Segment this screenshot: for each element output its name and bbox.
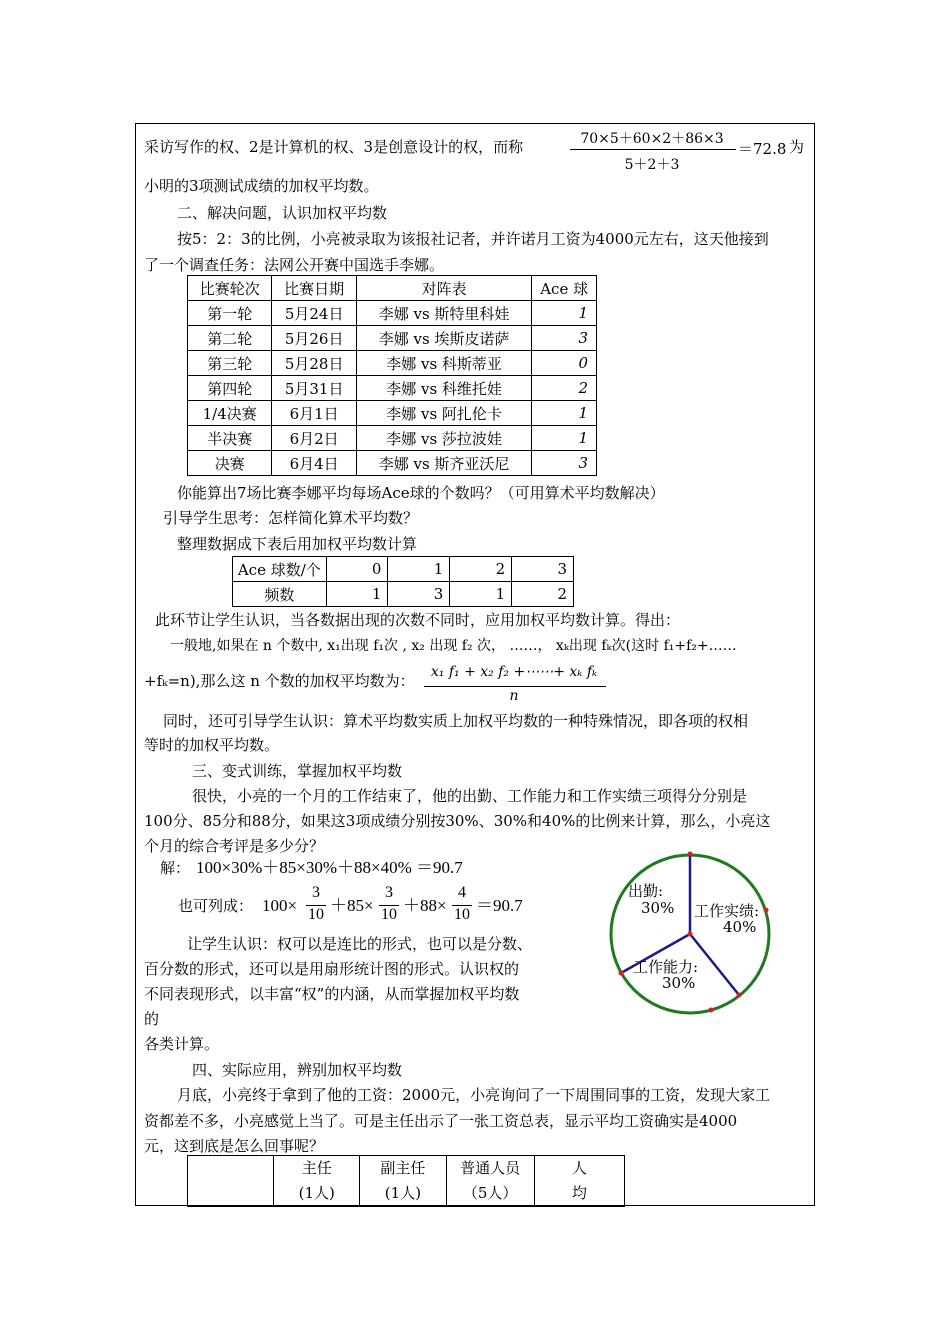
table-cell: 第二轮 xyxy=(188,326,272,351)
intro-line2: 小明的3项测试成绩的加权平均数。 xyxy=(144,177,379,195)
intro-frac-numerator: 70×5＋60×2＋86×3 xyxy=(580,131,724,147)
table-cell-deputy xyxy=(360,1156,446,1207)
table-cell: 3 xyxy=(512,557,574,582)
table-cell: 1 xyxy=(532,401,597,426)
section2-question2: 引导学生思考：怎样简化算术平均数？ xyxy=(163,509,419,527)
note-line5: 各类计算。 xyxy=(144,1035,220,1053)
table-cell: 1 xyxy=(532,301,597,326)
table-cell: 1 xyxy=(532,426,597,451)
pie-label-attendance-name: 出勤: xyxy=(628,882,664,900)
header-cell: Ace 球 xyxy=(532,276,597,301)
table-cell: 1 xyxy=(388,557,450,582)
formula-denominator: n xyxy=(509,688,519,704)
section2-para5: +fₖ=n),那么这 n 个数的加权平均数为： xyxy=(144,672,415,690)
table-row xyxy=(188,451,597,476)
section2-para7: 等时的加权平均数。 xyxy=(144,736,280,754)
table-cell: 3 xyxy=(532,326,597,351)
solution-expression: 100×30%＋85×30%＋88×40% ＝90.7 xyxy=(196,858,463,877)
note-line1: 让学生认识：权可以是连比的形式，也可以是分数、 xyxy=(187,935,533,953)
table-cell: 6月1日 xyxy=(272,401,356,426)
table-cell xyxy=(188,1156,274,1207)
table-cell: 第一轮 xyxy=(188,301,272,326)
table-cell: 6月2日 xyxy=(272,426,356,451)
frac2-denominator: 10 xyxy=(381,906,397,923)
header-cell: 比赛轮次 xyxy=(188,276,272,301)
alt-term-d: ＝90.7 xyxy=(476,896,523,915)
intro-frac-bar xyxy=(570,149,736,150)
frac1-denominator: 10 xyxy=(308,906,324,923)
table-row xyxy=(188,376,597,401)
cell-line: 普通人员 xyxy=(460,1159,521,1177)
pie-label-achievement-value: 40% xyxy=(723,918,757,936)
formula-numerator: x₁ f₁ + x₂ f₂ +⋯⋯+ xₖ fₖ xyxy=(430,664,598,680)
cell-line: 人 xyxy=(571,1159,587,1177)
table-cell: 3 xyxy=(388,582,450,607)
table-cell-staff xyxy=(446,1156,534,1207)
frac3-denominator: 10 xyxy=(454,906,470,923)
formula-bar xyxy=(424,686,606,687)
table-cell: 李娜 vs 斯齐亚沃尼 xyxy=(356,451,532,476)
note-line4: 的 xyxy=(144,1010,160,1028)
table-cell-director xyxy=(274,1156,360,1207)
table-row xyxy=(233,557,574,582)
section3-para3: 个月的综合考评是多少分？ xyxy=(144,837,325,855)
table-cell: 频数 xyxy=(233,582,327,607)
pie-label-attendance-value: 30% xyxy=(641,899,675,917)
table-cell: 李娜 vs 埃斯皮诺萨 xyxy=(356,326,532,351)
table-cell: Ace 球数/个 xyxy=(233,557,327,582)
section3-heading: 三、变式训练，掌握加权平均数 xyxy=(192,762,403,780)
ace-table-header xyxy=(188,276,597,301)
frac3-numerator: 4 xyxy=(458,884,466,901)
table-cell: 5月24日 xyxy=(272,301,356,326)
section2-heading: 二、解决问题，认识加权平均数 xyxy=(177,204,388,222)
pie-label-ability-value: 30% xyxy=(662,974,696,992)
section4-heading: 四、实际应用，辨别加权平均数 xyxy=(192,1061,403,1079)
table-cell: 2 xyxy=(532,376,597,401)
table-row xyxy=(188,1156,625,1207)
section4-para2: 资都差不多，小亮感觉上当了。可是主任出示了一张工资总表，显示平均工资确实是4000 xyxy=(144,1112,738,1130)
table-cell: 第三轮 xyxy=(188,351,272,376)
section3-para2: 100分、85分和88分，如果这3项成绩分别按30%、30%和40%的比例来计算，那么，小亮这 xyxy=(144,812,771,830)
section2-para1: 按5：2：3的比例，小亮被录取为该报社记者，并许诺月工资为4000元左右，这天他接到 xyxy=(177,230,769,248)
section2-para6: 同时，还可引导学生认识：算术平均数实质上加权平均数的一种特殊情况，即各项的权相 xyxy=(163,712,749,730)
pie-point xyxy=(688,852,693,857)
alt-term-b: ＋85× xyxy=(330,896,374,915)
table-cell: 1 xyxy=(450,582,512,607)
table-cell: 5月26日 xyxy=(272,326,356,351)
table-cell: 李娜 vs 阿扎伦卡 xyxy=(356,401,532,426)
table-cell: 李娜 vs 科维托娃 xyxy=(356,376,532,401)
table-row xyxy=(188,301,597,326)
pie-point xyxy=(709,1008,714,1013)
intro-frac-denominator: 5＋2＋3 xyxy=(624,157,680,173)
cell-line: 均 xyxy=(571,1184,587,1202)
section2-question3: 整理数据成下表后用加权平均数计算 xyxy=(177,535,418,553)
section2-question1: 你能算出7场比赛李娜平均每场Ace球的个数吗？（可用算术平均数解决） xyxy=(177,484,665,502)
section2-para2: 了一个调查任务：法网公开赛中国选手李娜。 xyxy=(144,256,445,274)
table-cell: 6月4日 xyxy=(272,451,356,476)
cell-line: (1人) xyxy=(298,1184,335,1202)
frac1-numerator: 3 xyxy=(312,884,320,901)
frac2-numerator: 3 xyxy=(385,884,393,901)
section2-para3: 此环节让学生认识，当各数据出现的次数不同时，应用加权平均数计算。得出： xyxy=(155,611,681,629)
cell-line: 副主任 xyxy=(380,1159,426,1177)
alt-label: 也可列成： xyxy=(178,897,254,915)
cell-line: 主任 xyxy=(301,1159,332,1177)
table-cell: 半决赛 xyxy=(188,426,272,451)
table-row xyxy=(188,401,597,426)
note-line2: 百分数的形式，还可以是用扇形统计图的形式。认识权的 xyxy=(144,960,520,978)
section2-para4: 一般地,如果在 n 个数中, x₁出现 f₁次 , x₂ 出现 f₂ 次， ……， xₖ出现 fₖ次(这时 f₁+f₂+…… xyxy=(170,638,737,654)
section4-para1: 月底，小亮终于拿到了他的工资：2000元，小亮询问了一下周围同事的工资，发现大家工 xyxy=(177,1086,771,1104)
intro-line1: 采访写作的权、2是计算机的权、3是创意设计的权，而称 xyxy=(144,138,524,156)
table-cell: 2 xyxy=(512,582,574,607)
table-cell: 0 xyxy=(326,557,388,582)
table-cell: 李娜 vs 科斯蒂亚 xyxy=(356,351,532,376)
table-row xyxy=(188,426,597,451)
intro-frac-result: ＝72.8 xyxy=(738,140,787,158)
solution-label: 解： xyxy=(160,859,191,877)
table-cell: 李娜 vs 莎拉波娃 xyxy=(356,426,532,451)
pie-point xyxy=(688,932,693,937)
table-cell: 1 xyxy=(326,582,388,607)
alt-term-c: ＋88× xyxy=(403,896,447,915)
ace-table xyxy=(187,275,597,476)
salary-table xyxy=(187,1155,625,1207)
table-cell: 3 xyxy=(532,451,597,476)
table-cell: 2 xyxy=(450,557,512,582)
header-cell: 对阵表 xyxy=(356,276,532,301)
section4-para3: 元，这到底是怎么回事呢？ xyxy=(144,1137,325,1155)
table-cell: 5月28日 xyxy=(272,351,356,376)
table-cell: 决赛 xyxy=(188,451,272,476)
table-cell: 第四轮 xyxy=(188,376,272,401)
section3-para1: 很快，小亮的一个月的工作结束了，他的出勤、工作能力和工作实绩三项得分分别是 xyxy=(192,787,748,805)
intro-line1-suffix: 为 xyxy=(789,138,805,156)
table-cell-average xyxy=(534,1156,624,1207)
table-row xyxy=(233,582,574,607)
table-cell: 5月31日 xyxy=(272,376,356,401)
table-cell: 1/4决赛 xyxy=(188,401,272,426)
cell-line: (1人) xyxy=(384,1184,422,1202)
frequency-table xyxy=(232,556,574,607)
pie-point xyxy=(619,971,624,976)
pie-label-achievement-name: 工作实绩: xyxy=(694,902,760,920)
pie-label-ability-name: 工作能力: xyxy=(633,958,699,976)
pie-point xyxy=(737,993,742,998)
table-row xyxy=(188,326,597,351)
header-cell: 比赛日期 xyxy=(272,276,356,301)
table-cell: 李娜 vs 斯特里科娃 xyxy=(356,301,532,326)
note-line3: 不同表现形式，以丰富“权”的内涵，从而掌握加权平均数 xyxy=(144,985,520,1003)
table-row xyxy=(188,351,597,376)
alt-term-a: 100× xyxy=(262,896,298,915)
table-cell: 0 xyxy=(532,351,597,376)
pie-point xyxy=(764,908,769,913)
cell-line: （5人） xyxy=(462,1184,518,1202)
